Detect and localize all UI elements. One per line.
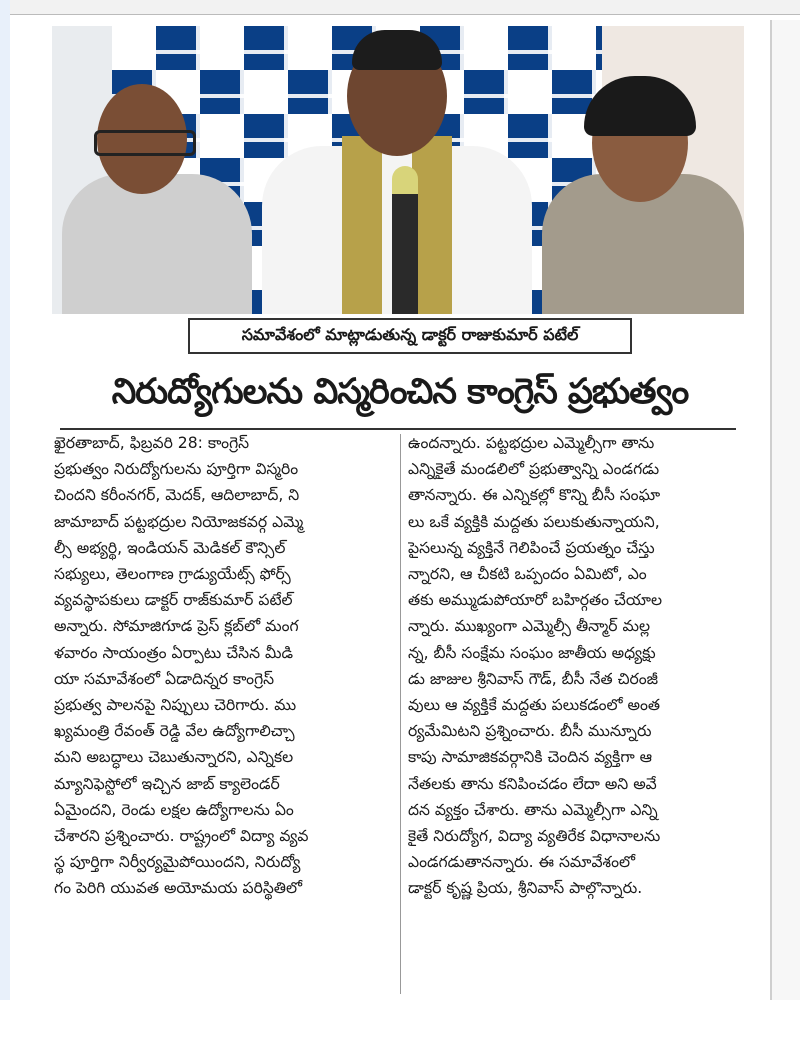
person-speaker [252,26,542,314]
article-line: డు జాజుల శ్రీనివాస్ గౌడ్, బీసీ నేత చిరంజీ [408,669,659,688]
article-line: మ్యానిఫెస్టోలో ఇచ్చిన జాబ్ క్యాలెండర్ [54,774,280,793]
article-line: ళవారం సాయంత్రం ఏర్పాటు చేసిన మీడి [54,643,294,662]
news-photo [52,26,744,314]
article-line: నేతలకు తాను కనిపించడం లేదా అని అవే [408,774,657,793]
article-line: యా సమావేశంలో ఏడాదిన్నర కాంగ్రెస్ [54,669,275,688]
article-line: న్న, బీసీ సంక్షేమ సంఘం జాతీయ అధ్యక్షు [408,643,656,662]
right-page-edge [770,20,800,1000]
article-line: ఏమైందని, రెండు లక్షల ఉద్యోగాలను ఏం [54,800,294,819]
article-line: వ్యవస్థాపకులు డాక్టర్ రాజ్‌కుమార్ పటేల్ [54,591,293,610]
article-line: వులు ఆ వ్యక్తికే మద్దతు పలుకడంలో అంత [408,696,661,715]
article-line: తకు అమ్ముడుపోయారో బహిర్గతం చేయాల [408,591,663,610]
article-line: స్థ పూర్తిగా నిర్వీర్యమైపోయిందని, నిరుద్యో [54,853,301,872]
person-left [52,64,252,314]
article-line: న్నారు. ముఖ్యంగా ఎమ్మెల్సీ తీన్మార్ మల్ల [408,617,651,636]
article-column-2 [408,430,744,902]
article-column-1 [54,430,390,902]
article-line: ఎండగడుతానన్నారు. ఈ సమావేశంలో [408,853,636,872]
article-line: కైతే నిరుద్యోగ, విద్యా వ్యతిరేక విధానాలను [408,827,661,846]
article-line: గం పెరిగి యువత అయోమయ పరిస్థితిలో [54,879,303,898]
article-line: ఉందన్నారు. పట్టభద్రుల ఎమ్మెల్సీగా తాను [408,434,655,452]
article-line: కాపు సామాజికవర్గానికి చెందిన వ్యక్తిగా ఆ [408,748,653,767]
person-right [532,54,744,314]
article-line: ర్యమేమిటని ప్రశ్నించారు. బీసీ మున్నూరు [408,722,652,741]
photo-caption: సమావేశంలో మాట్లాడుతున్న డాక్టర్ రాజుకుమార్ పటేల్ [188,318,632,354]
article-line: ప్రభుత్వం నిరుద్యోగులను పూర్తిగా విస్మరిం [54,460,299,479]
article-line: చిందని కరీంనగర్, మెదక్, ఆదిలాబాద్, ని [54,486,300,505]
microphone-icon [392,166,418,314]
article-line: చేశారని ప్రశ్నించారు. రాష్ట్రంలో విద్యా వ్యవ [54,827,309,846]
article-line: ఖైరతాబాద్, ఫిబ్రవరి 28: కాంగ్రెస్ [54,434,250,452]
article-line: లు ఒకే వ్యక్తికి మద్దతు పలుకుతున్నాయని, [408,512,660,531]
top-page-strip [0,0,800,15]
article-line: ఎన్నికైతే మండలిలో ప్రభుత్వాన్ని ఎండగడు [408,460,660,479]
article-line: సభ్యులు, తెలంగాణ గ్రాడ్యుయేట్స్ ఫోర్స్ [54,565,291,584]
column-divider [400,434,401,994]
article-line: డాక్టర్ కృష్ణ ప్రియ, శ్రీనివాస్ పాల్గొన్నారు. [408,879,643,898]
article-line: మని అబద్ధాలు చెబుతున్నారని, ఎన్నికల [54,748,294,767]
article-line: పైసలున్న వ్యక్తినే గెలిపించే ప్రయత్నం చేస్తు [408,538,655,557]
article-line: అన్నారు. సోమాజిగూడ ప్రెస్ క్లబ్‌లో మంగ [54,617,299,636]
article-line: దన వ్యక్తం చేశారు. తాను ఎమ్మెల్సీగా ఎన్ని [408,800,658,819]
article-line: ఖ్యమంత్రి రేవంత్ రెడ్డి వేల ఉద్యోగాలిచ్చా [54,722,295,741]
article-headline: నిరుద్యోగులను విస్మరించిన కాంగ్రెస్ ప్రభుత్వం [111,372,689,412]
article-line: తానన్నారు. ఈ ఎన్నికల్లో కొన్ని బీసీ సంఘా [408,486,661,505]
article-line: ప్రభుత్వ పాలనపై నిప్పులు చెరిగారు. ము [54,696,297,715]
article-line: న్నారని, ఆ చీకటి ఒప్పందం ఏమిటో, ఎం [408,565,647,584]
article-line: ల్సీ అభ్యర్థి, ఇండియన్ మెడికల్ కౌన్సిల్ [54,538,286,557]
left-page-edge [0,0,10,1000]
article-line: జామాబాద్ పట్టభద్రుల నియోజకవర్గ ఎమ్మె [54,512,304,531]
